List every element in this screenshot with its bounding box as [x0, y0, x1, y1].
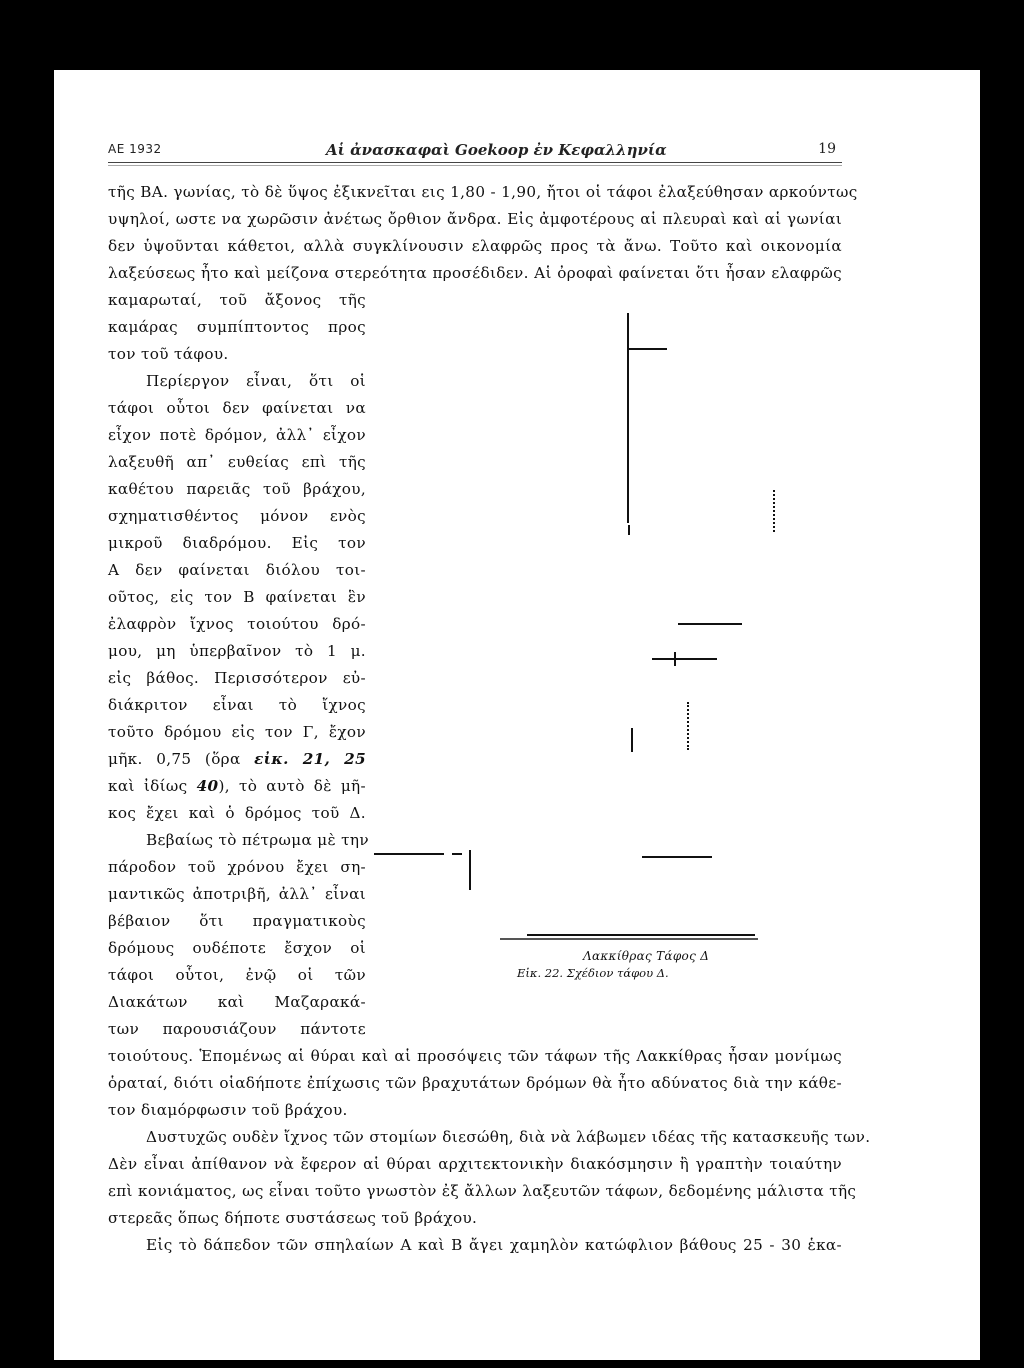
ref-text: μῆκ. 0,75 (ὅρα — [108, 750, 241, 768]
scale-bar — [527, 934, 755, 936]
body-line: Εἰς τὸ δάπεδον τῶν σπηλαίων Α καὶ Β ἄγει χαμηλὸν κατώφλιον βάθους 25 - 30 ἑκα- — [146, 1236, 842, 1254]
column-line: μου, μη ὑπερβαῖνον τὸ 1 μ. — [108, 642, 366, 660]
body-line: στερεᾶς ὅπως δήποτε συστάσεως τοῦ βράχου. — [108, 1209, 478, 1227]
journal-label: ΑΕ 1932 — [108, 142, 162, 156]
column-line: τάφοι οὗτοι, ἐνῷ οἱ τῶν — [108, 966, 366, 984]
wall-line — [469, 850, 471, 890]
page-number: 19 — [818, 141, 836, 157]
column-line-figure-ref — [108, 750, 366, 768]
wall-line — [627, 313, 629, 523]
header-rule — [108, 162, 842, 163]
body-line: δεν ὑψοῦνται κάθετοι, αλλὰ συγκλίνουσιν ελαφρῶς προς τὰ ἄνω. Τοῦτο καὶ οικονομία — [108, 237, 842, 255]
column-line: τον τοῦ τάφου. — [108, 345, 229, 363]
column-line: κος ἔχει καὶ ὁ δρόμος τοῦ Δ. — [108, 804, 366, 822]
figure-reference-link[interactable]: εἰκ. 21, 25 — [254, 750, 366, 768]
column-line: βέβαιον ὅτι πραγματικοὺς — [108, 912, 366, 930]
column-line: ἐλαφρὸν ἴχνος τοιούτου δρό- — [108, 615, 366, 633]
column-line-figure-ref — [108, 777, 366, 795]
column-line: μαντικῶς ἀποτριβῆ, ἀλλ᾽ εἶναι — [108, 885, 366, 903]
ref-text: ), τὸ αυτὸ δὲ μῆ- — [218, 777, 366, 795]
header-rule-secondary — [108, 165, 842, 166]
body-line: Δυστυχῶς ουδὲν ἴχνος τῶν στομίων διεσώθη, διὰ νὰ λάβωμεν ιδέας τῆς κατασκευῆς των. — [146, 1128, 871, 1146]
column-line: καμαρωταί, τοῦ ἄξονος τῆς — [108, 291, 366, 309]
header-title: Αἱ ἀνασκαφαὶ Goekoop ἐν Κεφαλληνία — [326, 141, 667, 159]
column-line: τοῦτο δρόμου εἰς τον Γ, ἔχον — [108, 723, 366, 741]
column-line: Βεβαίως τὸ πέτρωμα μὲ την — [146, 831, 369, 849]
handwritten-label: Λακκίθρας Τάφος Δ — [583, 949, 710, 963]
column-line: πάροδον τοῦ χρόνου ἔχει ση- — [108, 858, 366, 876]
body-line: Δὲν εἶναι ἀπίθανον νὰ ἔφερον αἱ θύραι αρχιτεκτονικὴν διακόσμησιν ἢ γραπτὴν τοιαύτην — [108, 1155, 842, 1173]
body-line: ὁραταί, διότι οἱαδήποτε ἐπίχωσις τῶν βραχυτάτων δρόμων θὰ ἦτο αδύνατος διὰ την κάθε- — [108, 1074, 842, 1092]
wall-line — [642, 856, 712, 858]
ref-text: καὶ ἰδίως — [108, 777, 188, 795]
wall-line — [678, 623, 742, 625]
body-line: επὶ κονιάματος, ως εἶναι τοῦτο γνωστὸν ἐξ ἄλλων λαξευτῶν τάφων, δεδομένης μάλιστα τῆς — [108, 1182, 857, 1200]
column-line: των παρουσιάζουν πάντοτε — [108, 1020, 366, 1038]
column-line: οῦτος, εἰς τον Β φαίνεται ἓν — [108, 588, 366, 606]
wall-line — [627, 348, 667, 350]
column-line: Διακάτων καὶ Μαζαρακά- — [108, 993, 366, 1011]
body-line: τον διαμόρφωσιν τοῦ βράχου. — [108, 1101, 348, 1119]
column-line: τάφοι οὗτοι δεν φαίνεται να — [108, 399, 366, 417]
column-line: διάκριτον εἶναι τὸ ἴχνος — [108, 696, 366, 714]
column-line: εἰς βάθος. Περισσότερον εὐ- — [108, 669, 366, 687]
body-line: υψηλοί, ωστε να χωρῶσιν ἀνέτως ὄρθιον ἄνδρα. Εἰς ἀμφοτέρους αἱ πλευραὶ καὶ αἱ γωνίαι — [108, 210, 842, 228]
body-line: λαξεύσεως ἦτο καὶ μείζονα στερεότητα προσέδιδεν. Αἱ ὀροφαὶ φαίνεται ὅτι ἦσαν ελαφρῶς — [108, 264, 842, 282]
scale-bar — [500, 938, 758, 940]
column-line: Α δεν φαίνεται διόλου τοι- — [108, 561, 366, 579]
running-header — [108, 142, 842, 164]
column-line: εἶχον ποτὲ δρόμον, ἀλλ᾽ εἶχον — [108, 426, 366, 444]
wall-line — [674, 652, 676, 666]
column-line: δρόμους ουδέποτε ἔσχον οἱ — [108, 939, 366, 957]
column-line: λαξευθῆ απ᾽ ευθείας επὶ τῆς — [108, 453, 366, 471]
wall-line — [652, 658, 717, 660]
figure-caption: Εἰκ. 22. Σχέδιον τάφου Δ. — [517, 966, 669, 980]
column-line: μικροῦ διαδρόμου. Εἰς τον — [108, 534, 366, 552]
wall-line — [452, 853, 462, 855]
dotted-edge — [773, 490, 777, 532]
wall-line — [374, 853, 444, 855]
body-line: τῆς ΒΑ. γωνίας, τὸ δὲ ὕψος ἐξικνεῖται εις 1,80 - 1,90, ἤτοι οἱ τάφοι ἐλαξεύθησαν αρκούντως — [108, 183, 858, 201]
column-line: σχηματισθέντος μόνον ενὸς — [108, 507, 366, 525]
wall-line — [628, 525, 630, 535]
figure-reference-link[interactable]: 40 — [196, 777, 219, 795]
column-line: καμάρας συμπίπτοντος προς — [108, 318, 366, 336]
tomb-plan-figure — [370, 300, 840, 990]
column-line: Περίεργον εἶναι, ὅτι οἱ — [146, 372, 366, 390]
wall-line — [631, 728, 633, 752]
dotted-edge — [687, 702, 691, 750]
column-line: καθέτου παρειᾶς τοῦ βράχου, — [108, 480, 366, 498]
body-line: τοιούτους. Ἑπομένως αἱ θύραι καὶ αἱ προσόψεις τῶν τάφων τῆς Λακκίθρας ἦσαν μονίμως — [108, 1047, 842, 1065]
